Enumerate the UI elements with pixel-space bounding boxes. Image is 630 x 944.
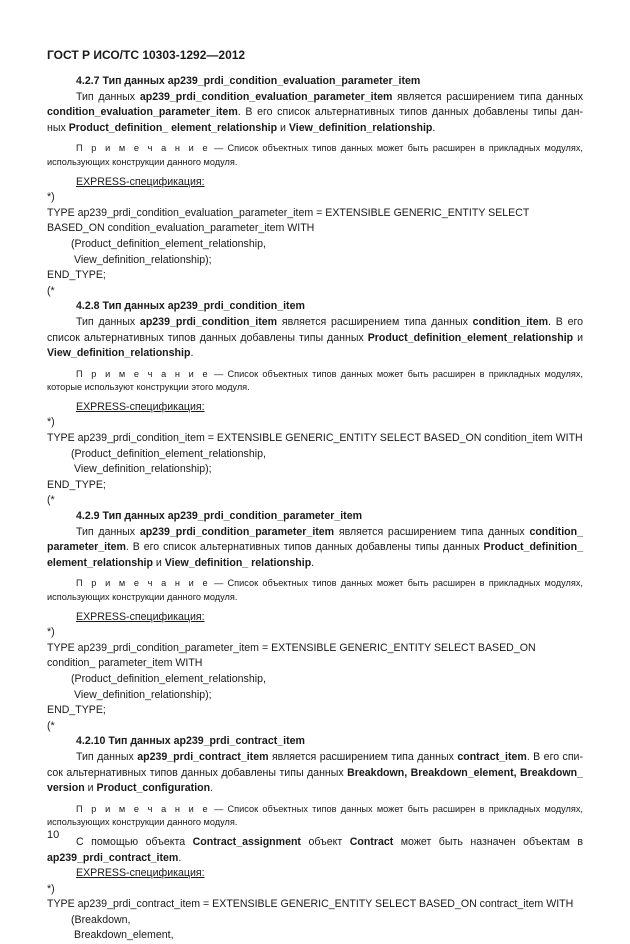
section-paragraph: Тип данных ap239_prdi_condition_parameter_item является расширением типа данных condition_ parameter_item. В его список альтернативных типов данных добавлены типы данных Product_definition_ element_relationship и View_definition_ relationship. — [47, 525, 583, 569]
section-paragraph: Тип данных ap239_prdi_condition_item является расширением типа данных condition_item. В его список альтернативных типов данных добавлены типы данных Product_definition_element_relationship и View_definition_relationship. — [47, 315, 584, 360]
code-line: TYPE ap239_prdi_contract_item = EXTENSIBLE GENERIC_ENTITY SELECT BASED_ON contract_item WITH — [47, 898, 574, 911]
note: П р и м е ч а н и е — Список объектных типов данных может быть расширен в прикладных модулях, использующих конструкции данного модуля. — [47, 578, 583, 602]
code-line: (* — [47, 284, 55, 297]
express-spec-label: EXPRESS-спецификация: — [76, 400, 205, 413]
express-spec-label: EXPRESS-спецификация: — [76, 610, 205, 623]
code-line: TYPE ap239_prdi_condition_parameter_item = EXTENSIBLE GENERIC_ENTITY SELECT BASED_ON condition_ parameter_item WITH — [47, 641, 536, 670]
code-line: (* — [47, 719, 55, 732]
express-spec-label: EXPRESS-спецификация: — [76, 867, 205, 880]
code-line: Breakdown_element, — [74, 929, 174, 942]
code-line: *) — [47, 626, 55, 639]
note: П р и м е ч а н и е — Список объектных типов данных может быть расширен в прикладных модулях, использующих конструкции данного модуля. — [47, 803, 583, 828]
code-line: (Product_definition_element_relationship, — [71, 237, 266, 250]
express-spec-label: EXPRESS-спецификация: — [76, 175, 205, 188]
code-line: *) — [47, 882, 55, 895]
code-line: View_definition_relationship); — [74, 463, 212, 476]
document-header: ГОСТ Р ИСО/ТС 10303-1292—2012 — [47, 48, 246, 62]
section-paragraph: С помощью объекта Contract_assignment объект Contract может быть назначен объектам в ap239_prdi_contract_item. — [47, 835, 584, 864]
code-line: View_definition_relationship); — [74, 253, 212, 266]
document-content — [47, 74, 583, 944]
section-paragraph: Тип данных ap239_prdi_contract_item является расширением типа данных contract_item. В его спи-сок альтернативных типов данных добавлены типы данных Breakdown, Breakdown_element, Breakdown_ version и Product_configuration. — [47, 750, 584, 795]
note: П р и м е ч а н и е — Список объектных типов данных может быть расширен в прикладных модулях, которые используют конструкции этого модуля. — [47, 368, 583, 393]
code-line: (* — [47, 494, 55, 507]
note: П р и м е ч а н и е — Список объектных типов данных может быть расширен в прикладных модулях, использующих конструкции данного модуля. — [47, 143, 583, 167]
code-line: TYPE ap239_prdi_condition_item = EXTENSIBLE GENERIC_ENTITY SELECT BASED_ON condition_item WITH — [47, 432, 583, 445]
section-heading-4-2-9: 4.2.9 Тип данных ap239_prdi_condition_parameter_item — [76, 510, 363, 523]
page-number: 10 — [47, 829, 60, 841]
code-line: View_definition_relationship); — [74, 688, 212, 701]
section-heading-4-2-10: 4.2.10 Тип данных ap239_prdi_contract_item — [76, 735, 305, 748]
code-line: *) — [47, 416, 55, 429]
code-line: END_TYPE; — [47, 269, 106, 282]
code-line: (Product_definition_element_relationship, — [71, 672, 266, 685]
code-line: END_TYPE; — [47, 478, 106, 491]
code-line: (Breakdown, — [71, 913, 131, 926]
code-line: *) — [47, 191, 55, 204]
section-paragraph: Тип данных ap239_prdi_condition_evaluation_parameter_item является расширением типа данных condition_evaluation_parameter_item. В его список альтернативных типов данных добавлены типы дан-ных Product_definition_ element_relationship и View_definition_relationship. — [47, 90, 583, 134]
section-heading-4-2-7: 4.2.7 Тип данных ap239_prdi_condition_evaluation_parameter_item — [76, 75, 421, 87]
code-line: (Product_definition_element_relationship, — [71, 447, 266, 460]
code-line: TYPE ap239_prdi_condition_evaluation_parameter_item = EXTENSIBLE GENERIC_ENTITY SELECT BASED_ON condition_evaluation_parameter_item WITH — [47, 206, 530, 235]
section-heading-4-2-8: 4.2.8 Тип данных ap239_prdi_condition_item — [76, 300, 305, 313]
code-line: END_TYPE; — [47, 704, 106, 717]
